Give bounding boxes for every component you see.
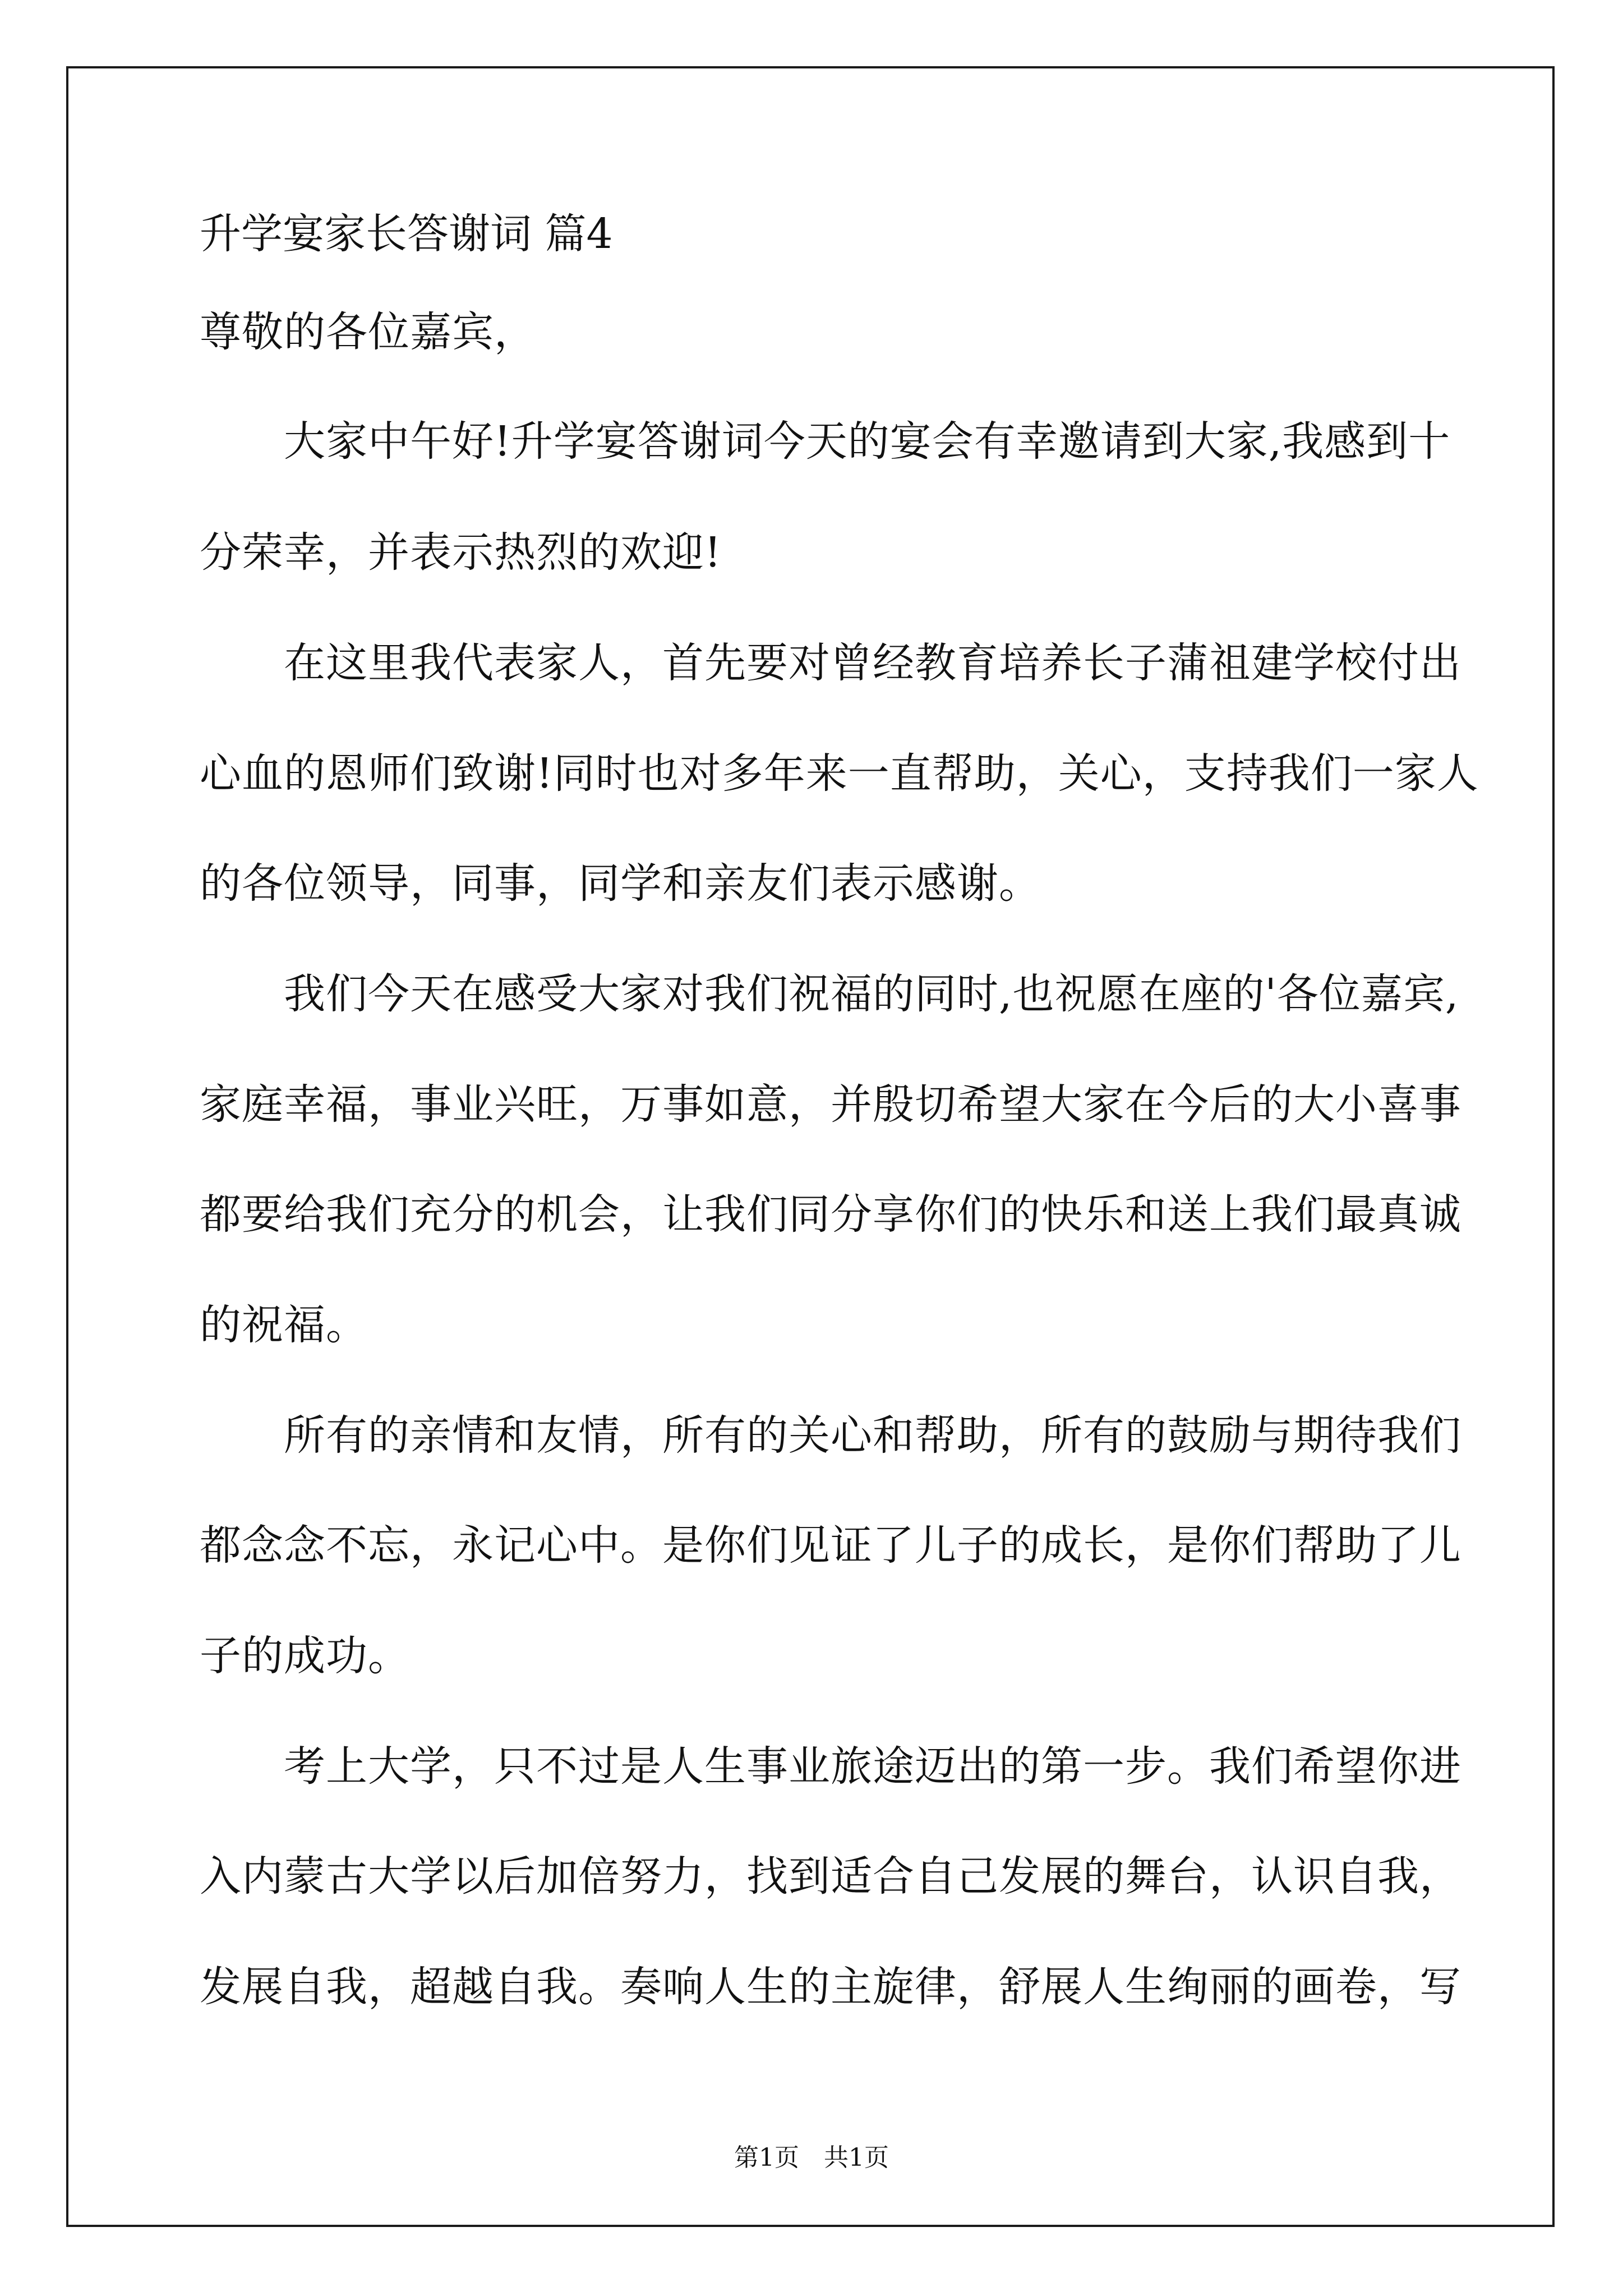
- text-line: 在这里我代表家人，首先要对曾经教育培养长子蒲祖建学校付出: [200, 639, 1461, 687]
- text-line: 都要给我们充分的机会，让我们同分享你们的快乐和送上我们最真诚: [200, 1190, 1461, 1239]
- page-border: [66, 66, 1555, 2227]
- document-heading: 升学宴家长答谢词 篇4: [200, 210, 613, 258]
- text-line: 家庭幸福，事业兴旺，万事如意，并殷切希望大家在今后的大小喜事: [200, 1080, 1461, 1129]
- text-line: 的各位领导，同事，同学和亲友们表示感谢。: [200, 859, 1041, 908]
- text-line: 大家中午好!升学宴答谢词今天的宴会有幸邀请到大家,我感到十: [200, 417, 1451, 466]
- text-line: 子的成功。: [200, 1632, 410, 1680]
- text-line: 都念念不忘，永记心中。是你们见证了儿子的成长，是你们帮助了儿: [200, 1521, 1461, 1570]
- text-line: 的祝福。: [200, 1301, 368, 1349]
- text-line: 我们今天在感受大家对我们祝福的同时,也祝愿在座的'各位嘉宾,: [200, 970, 1459, 1018]
- text-line: 所有的亲情和友情，所有的关心和帮助，所有的鼓励与期待我们: [200, 1411, 1461, 1460]
- text-line: 心血的恩师们致谢!同时也对多年来一直帮助，关心，支持我们一家人: [200, 749, 1479, 798]
- text-line: 发展自我，超越自我。奏响人生的主旋律，舒展人生绚丽的画卷，写: [200, 1963, 1461, 2011]
- text-line: 考上大学，只不过是人生事业旅途迈出的第一步。我们希望你进: [200, 1742, 1461, 1791]
- text-line: 尊敬的各位嘉宾，: [200, 308, 536, 356]
- text-line: 分荣幸，并表示热烈的欢迎!: [200, 528, 722, 577]
- page-number-footer: 第1页 共1页: [734, 2143, 889, 2172]
- text-line: 入内蒙古大学以后加倍努力，找到适合自己发展的舞台，认识自我，: [200, 1852, 1461, 1901]
